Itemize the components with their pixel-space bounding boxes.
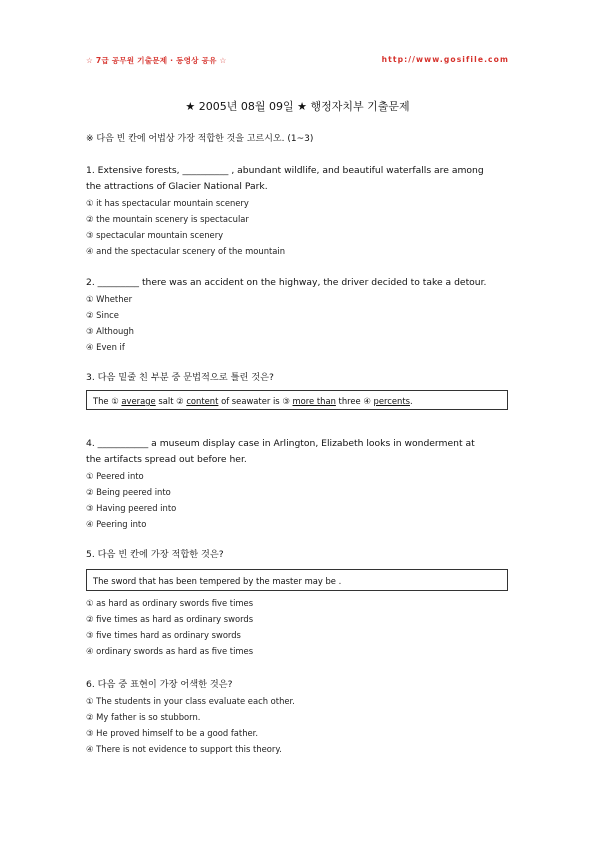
question-stem: 3. 다음 밑줄 친 부분 중 문법적으로 틀린 것은? xyxy=(86,372,274,383)
question-stem: 5. 다음 빈 칸에 가장 적합한 것은? xyxy=(86,549,224,560)
question-stem: 2. _________ there was an accident on the highway, the driver decided to take a detour. xyxy=(86,277,487,288)
option: ① as hard as ordinary swords five times xyxy=(86,598,254,608)
option: ① The students in your class evaluate each other. xyxy=(86,696,295,706)
sentence-box xyxy=(86,390,508,410)
question-stem-cont: the artifacts spread out before her. xyxy=(86,454,247,465)
question-5 xyxy=(86,547,510,659)
underlined-part: percents xyxy=(373,396,410,406)
option: ③ five times hard as ordinary swords xyxy=(86,630,241,640)
option: ③ spectacular mountain scenery xyxy=(86,230,224,240)
box-text: The sword that has been tempered by the master may be . xyxy=(93,576,342,586)
header-left: ☆ 7급 공무원 기출문제 · 동영상 공유 ☆ xyxy=(86,56,227,65)
question-stem-cont: the attractions of Glacier National Park. xyxy=(86,181,268,192)
option: ③ Having peered into xyxy=(86,503,177,513)
box-text: salt ② xyxy=(155,396,187,406)
underlined-part: more than xyxy=(292,396,336,406)
option: ① Whether xyxy=(86,294,133,304)
option: ④ Peering into xyxy=(86,519,147,529)
box-text: of seawater is ③ xyxy=(218,396,293,406)
option: ② the mountain scenery is spectacular xyxy=(86,214,249,224)
box-text: The ① xyxy=(93,396,122,406)
question-4 xyxy=(86,436,510,532)
instruction: ※ 다음 빈 칸에 어법상 가장 적합한 것을 고르시오. (1~3) xyxy=(86,134,314,144)
option: ④ Even if xyxy=(86,342,125,352)
underlined-part: content xyxy=(186,396,219,406)
question-stem: 1. Extensive forests, __________ , abundant wildlife, and beautiful waterfalls are among xyxy=(86,165,484,176)
underlined-part: average xyxy=(121,396,156,406)
question-3 xyxy=(86,370,510,410)
header-url[interactable]: http://www.gosifile.com xyxy=(381,55,509,64)
box-text: . xyxy=(410,396,413,406)
question-6 xyxy=(86,677,510,757)
option: ④ and the spectacular scenery of the mountain xyxy=(86,246,286,256)
option: ② Since xyxy=(86,310,119,320)
sentence-box xyxy=(86,569,508,591)
question-1 xyxy=(86,163,510,259)
option: ③ He proved himself to be a good father. xyxy=(86,728,259,738)
question-2 xyxy=(86,275,510,355)
question-stem: 6. 다음 중 표현이 가장 어색한 것은? xyxy=(86,679,233,690)
question-stem: 4. ___________ a museum display case in Arlington, Elizabeth looks in wonderment at xyxy=(86,438,475,449)
box-text: three ④ xyxy=(335,396,374,406)
option: ② Being peered into xyxy=(86,487,171,497)
option: ① Peered into xyxy=(86,471,144,481)
option: ④ There is not evidence to support this theory. xyxy=(86,744,282,754)
option: ④ ordinary swords as hard as five times xyxy=(86,646,254,656)
option: ③ Although xyxy=(86,326,134,336)
page-title: ★ 2005년 08월 09일 ★ 행정자치부 기출문제 xyxy=(185,100,410,113)
option: ① it has spectacular mountain scenery xyxy=(86,198,249,208)
option: ② five times as hard as ordinary swords xyxy=(86,614,254,624)
option: ② My father is so stubborn. xyxy=(86,712,201,722)
